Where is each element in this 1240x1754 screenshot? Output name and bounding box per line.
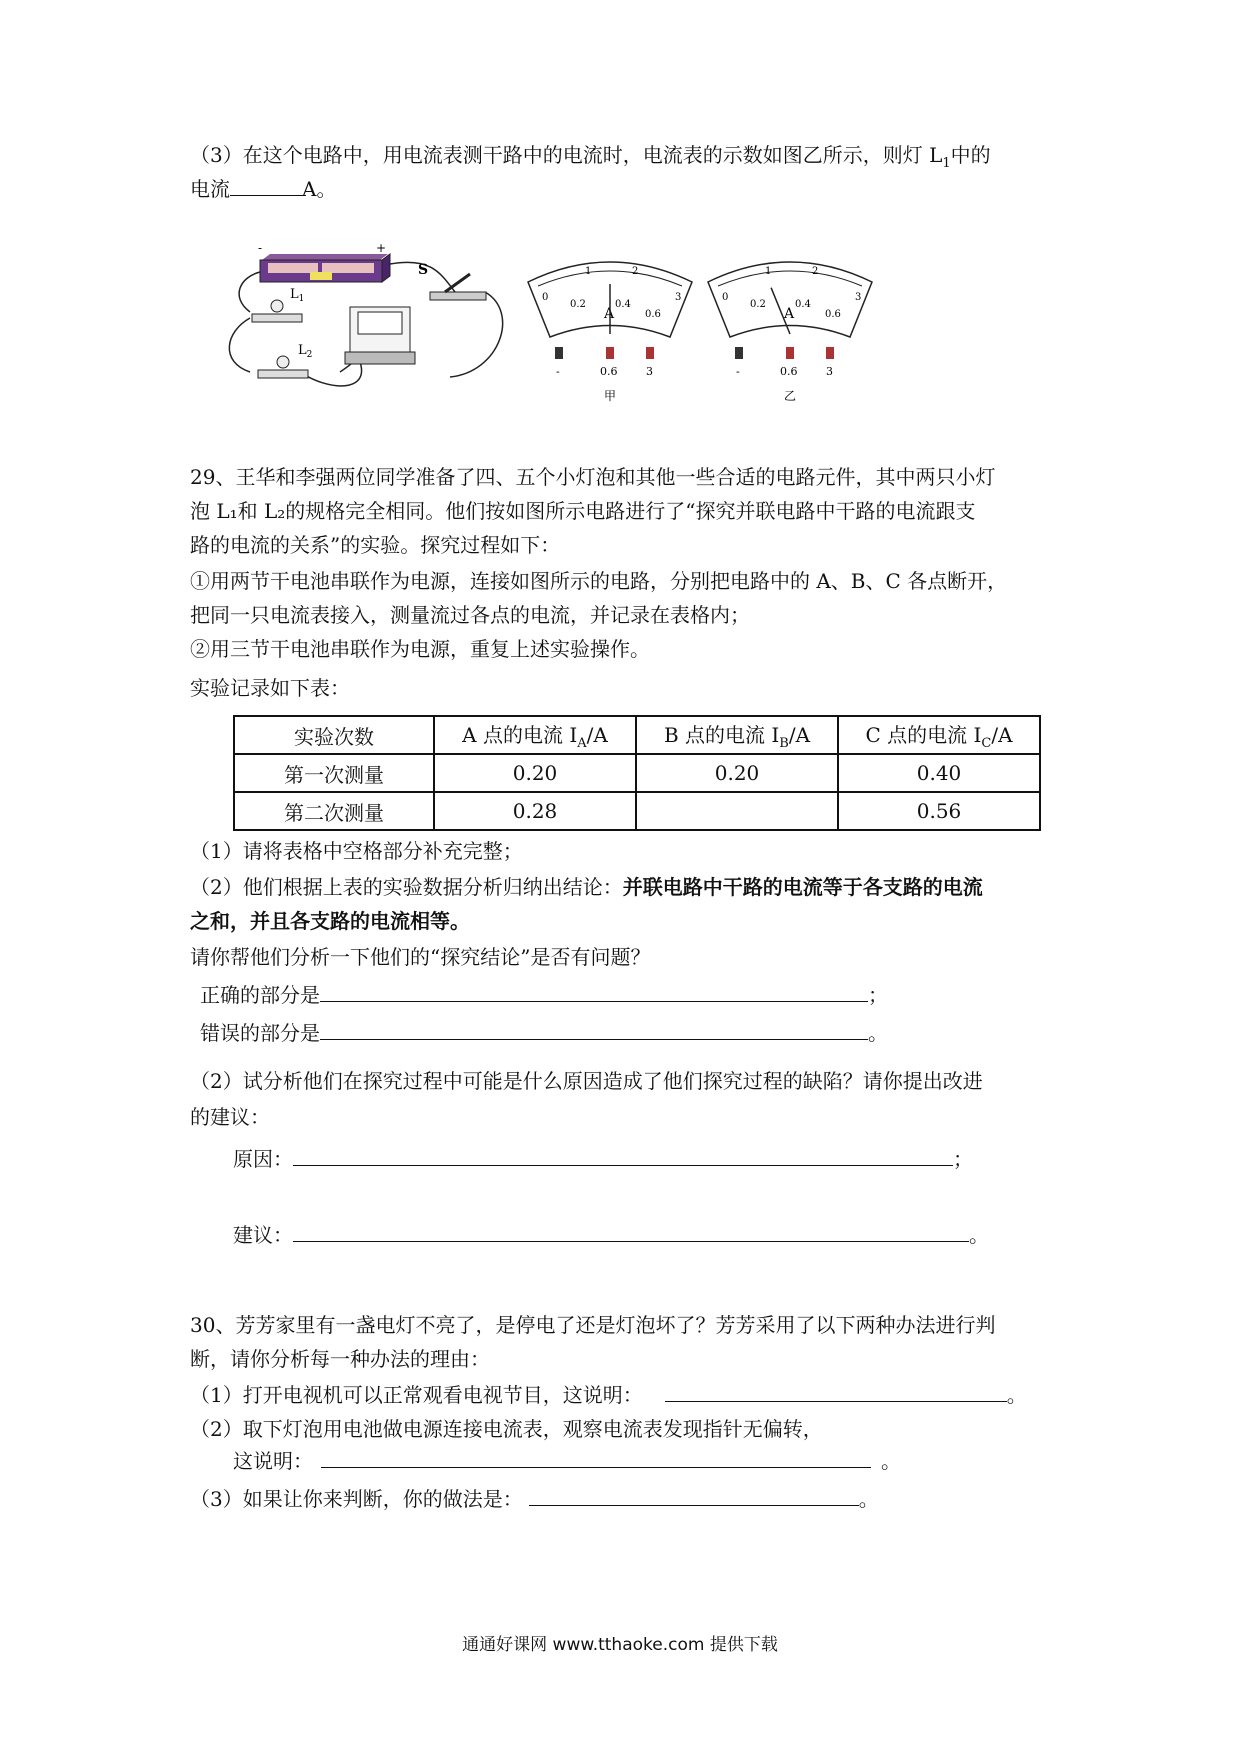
- answer-blank-q30-3[interactable]: [529, 1485, 859, 1506]
- reason-label: 原因：: [233, 1147, 293, 1171]
- l1-subscript: 1: [942, 156, 951, 171]
- q29-correct-line: [200, 980, 888, 1010]
- correct-label: 正确的部分是: [200, 983, 320, 1007]
- table-header: B 点的电流 $I_B/A$: [636, 716, 838, 754]
- q29-table-intro: 实验记录如下表：: [190, 676, 350, 700]
- wire-2: [229, 318, 250, 372]
- q28-text-end: 中的: [950, 143, 991, 167]
- q30-p1-end: 。: [1006, 1383, 1027, 1407]
- q28-current-label: 电流: [190, 177, 230, 201]
- wrong-label: 错误的部分是: [200, 1021, 320, 1045]
- meter-jia-label: 甲: [604, 389, 617, 403]
- meter-yi-terminal-3: [826, 347, 834, 359]
- meter-yi-tick-0: 0: [722, 292, 729, 303]
- q30-p2: （2）取下灯泡用电池做电源连接电流表，观察电流表发现指针无偏转，: [190, 1417, 823, 1441]
- meter-jia-unit: A: [604, 306, 615, 322]
- meter-jia-terminal-06: [606, 347, 614, 359]
- wire-6: [300, 362, 362, 386]
- meter-yi-tick-06: 0.6: [825, 309, 841, 320]
- q29-sub2-line1: [190, 872, 983, 902]
- wrong-end: 。: [868, 1021, 888, 1045]
- suggest-label: 建议：: [233, 1223, 293, 1247]
- answer-blank-correct[interactable]: [320, 981, 868, 1002]
- table-header: A 点的电流 $I_A/A$: [434, 716, 636, 754]
- label-l2: $L_2$: [298, 343, 313, 360]
- q29-conclusion-1: 并联电路中干路的电流等于各支路的电流: [622, 875, 983, 899]
- meter-jia-terminal-minus: [555, 347, 563, 359]
- table-cell: 0.56: [838, 792, 1040, 830]
- circuit-figure: [230, 241, 970, 442]
- meter-jia-terminal-label-3: 3: [646, 365, 653, 378]
- meter-yi: [708, 262, 872, 403]
- q29-conclusion-2: 之和，并且各支路的电流相等。: [190, 909, 470, 933]
- answer-blank-q30-2[interactable]: [321, 1447, 871, 1468]
- table-cell: 第一次测量: [234, 754, 434, 792]
- table-cell: 0.20: [434, 754, 636, 792]
- q30-p1: [190, 1380, 1027, 1410]
- experiment-table: [233, 715, 1041, 831]
- reason-end: ；: [953, 1147, 973, 1171]
- table-cell-blank[interactable]: [636, 792, 838, 830]
- lamp-l1: [252, 300, 302, 322]
- meter-yi-tick-02: 0.2: [750, 299, 766, 310]
- meter-yi-unit: A: [784, 306, 795, 322]
- table-row: [234, 754, 1040, 792]
- q30-line1: 30、芳芳家里有一盏电灯不亮了，是停电了还是灯泡坏了？芳芳采用了以下两种办法进行判: [190, 1313, 996, 1337]
- meter-jia-terminal-3: [646, 347, 654, 359]
- meter-jia-tick-0: 0: [542, 292, 549, 303]
- q30-p3: [190, 1484, 879, 1514]
- q30-p3-end: 。: [858, 1487, 879, 1511]
- q29-suggest-line: [233, 1220, 989, 1250]
- answer-blank-wrong[interactable]: [320, 1019, 868, 1040]
- answer-blank-q30-1[interactable]: [665, 1381, 1007, 1402]
- q28-text: （3）在这个电路中，用电流表测干路中的电流时，电流表的示数如图乙所示，则灯 L: [190, 143, 943, 167]
- label-l1: $L_1$: [290, 287, 305, 304]
- switch-device: [430, 274, 486, 300]
- meter-yi-tick-2: 2: [812, 266, 819, 277]
- meter-yi-tick-3: 3: [855, 292, 862, 303]
- wire-1: [239, 272, 260, 312]
- q29-step1b: 把同一只电流表接入，测量流过各点的电流，并记录在表格内；: [190, 603, 750, 627]
- suggest-end: 。: [969, 1223, 989, 1247]
- q30-p2b-text: 这说明：: [233, 1449, 313, 1473]
- q29-wrong-line: [200, 1018, 888, 1048]
- meter-jia-tick-3: 3: [675, 292, 682, 303]
- ammeter-device: [345, 307, 415, 364]
- q29-sub2-text: （2）他们根据上表的实验数据分析归纳出结论：: [190, 875, 623, 899]
- q30-p1-text: （1）打开电视机可以正常观看电视节目，这说明：: [190, 1383, 643, 1407]
- meter-yi-tick-04: 0.4: [795, 299, 811, 310]
- table-cell: 0.20: [636, 754, 838, 792]
- meter-jia-tick-2: 2: [632, 266, 639, 277]
- meter-yi-terminal-label-minus: -: [736, 365, 740, 378]
- q29-reason-line: [233, 1144, 973, 1174]
- q29-sub1: （1）请将表格中空格部分补充完整；: [190, 839, 523, 863]
- page-footer: 通通好课网 www.tthaoke.com 提供下载: [462, 1635, 778, 1655]
- table-row: [234, 792, 1040, 830]
- label-switch: S: [418, 262, 429, 278]
- meter-jia-tick-02: 0.2: [570, 299, 586, 310]
- answer-blank-suggest[interactable]: [293, 1221, 969, 1242]
- q29-step1a: ①用两节干电池串联作为电源，连接如图所示的电路，分别把电路中的 A、B、C 各点断开，: [190, 569, 1008, 593]
- meter-jia-terminal-label-06: 0.6: [600, 365, 618, 378]
- table-header: C 点的电流 $I_C/A$: [838, 716, 1040, 754]
- q28-unit: A。: [302, 177, 337, 201]
- q30-line2: 断，请你分析每一种办法的理由：: [190, 1347, 490, 1371]
- meter-jia-tick-04: 0.4: [615, 299, 631, 310]
- battery-plus: +: [376, 241, 387, 255]
- answer-blank-reason[interactable]: [293, 1145, 953, 1166]
- meter-yi-label: 乙: [784, 389, 797, 403]
- q28-part3-line2: [190, 174, 336, 204]
- meter-jia-tick-06: 0.6: [645, 309, 661, 320]
- q29-sub3-line2: 的建议：: [190, 1105, 270, 1129]
- meter-yi-tick-1: 1: [765, 266, 772, 277]
- battery-box: [260, 254, 390, 282]
- q30-p2-end: 。: [881, 1449, 901, 1473]
- meter-jia-tick-1: 1: [585, 266, 592, 277]
- lamp-l2: [258, 356, 308, 378]
- answer-blank-current[interactable]: [230, 175, 302, 196]
- table-cell: 0.28: [434, 792, 636, 830]
- table-header: 实验次数: [234, 716, 434, 754]
- meter-yi-terminal-label-06: 0.6: [780, 365, 798, 378]
- q29-step2: ②用三节干电池串联作为电源，重复上述实验操作。: [190, 637, 650, 661]
- q29-sub3-line1: （2）试分析他们在探究过程中可能是什么原因造成了他们探究过程的缺陷？请你提出改进: [190, 1069, 983, 1093]
- q29-line3: 路的电流的关系”的实验。探究过程如下：: [190, 533, 561, 557]
- q30-p2b: [233, 1446, 901, 1476]
- meter-jia-terminal-label-minus: -: [556, 365, 560, 378]
- q30-p3-text: （3）如果让你来判断，你的做法是：: [190, 1487, 523, 1511]
- q29-line2: 泡 L₁和 L₂的规格完全相同。他们按如图所示电路进行了“探究并联电路中干路的电流跟支: [190, 499, 976, 523]
- table-cell: 第二次测量: [234, 792, 434, 830]
- correct-end: ；: [868, 983, 888, 1007]
- meter-jia: [528, 262, 692, 403]
- table-cell: 0.40: [838, 754, 1040, 792]
- table-header-row: [234, 716, 1040, 754]
- battery-minus: -: [258, 241, 263, 255]
- q29-ask: 请你帮他们分析一下他们的“探究结论”是否有问题？: [190, 945, 651, 969]
- meter-yi-terminal-label-3: 3: [826, 365, 833, 378]
- wire-4: [450, 292, 503, 377]
- meter-yi-terminal-minus: [735, 347, 743, 359]
- q29-line1: 29、王华和李强两位同学准备了四、五个小灯泡和其他一些合适的电路元件，其中两只小灯: [190, 465, 996, 489]
- meter-yi-terminal-06: [786, 347, 794, 359]
